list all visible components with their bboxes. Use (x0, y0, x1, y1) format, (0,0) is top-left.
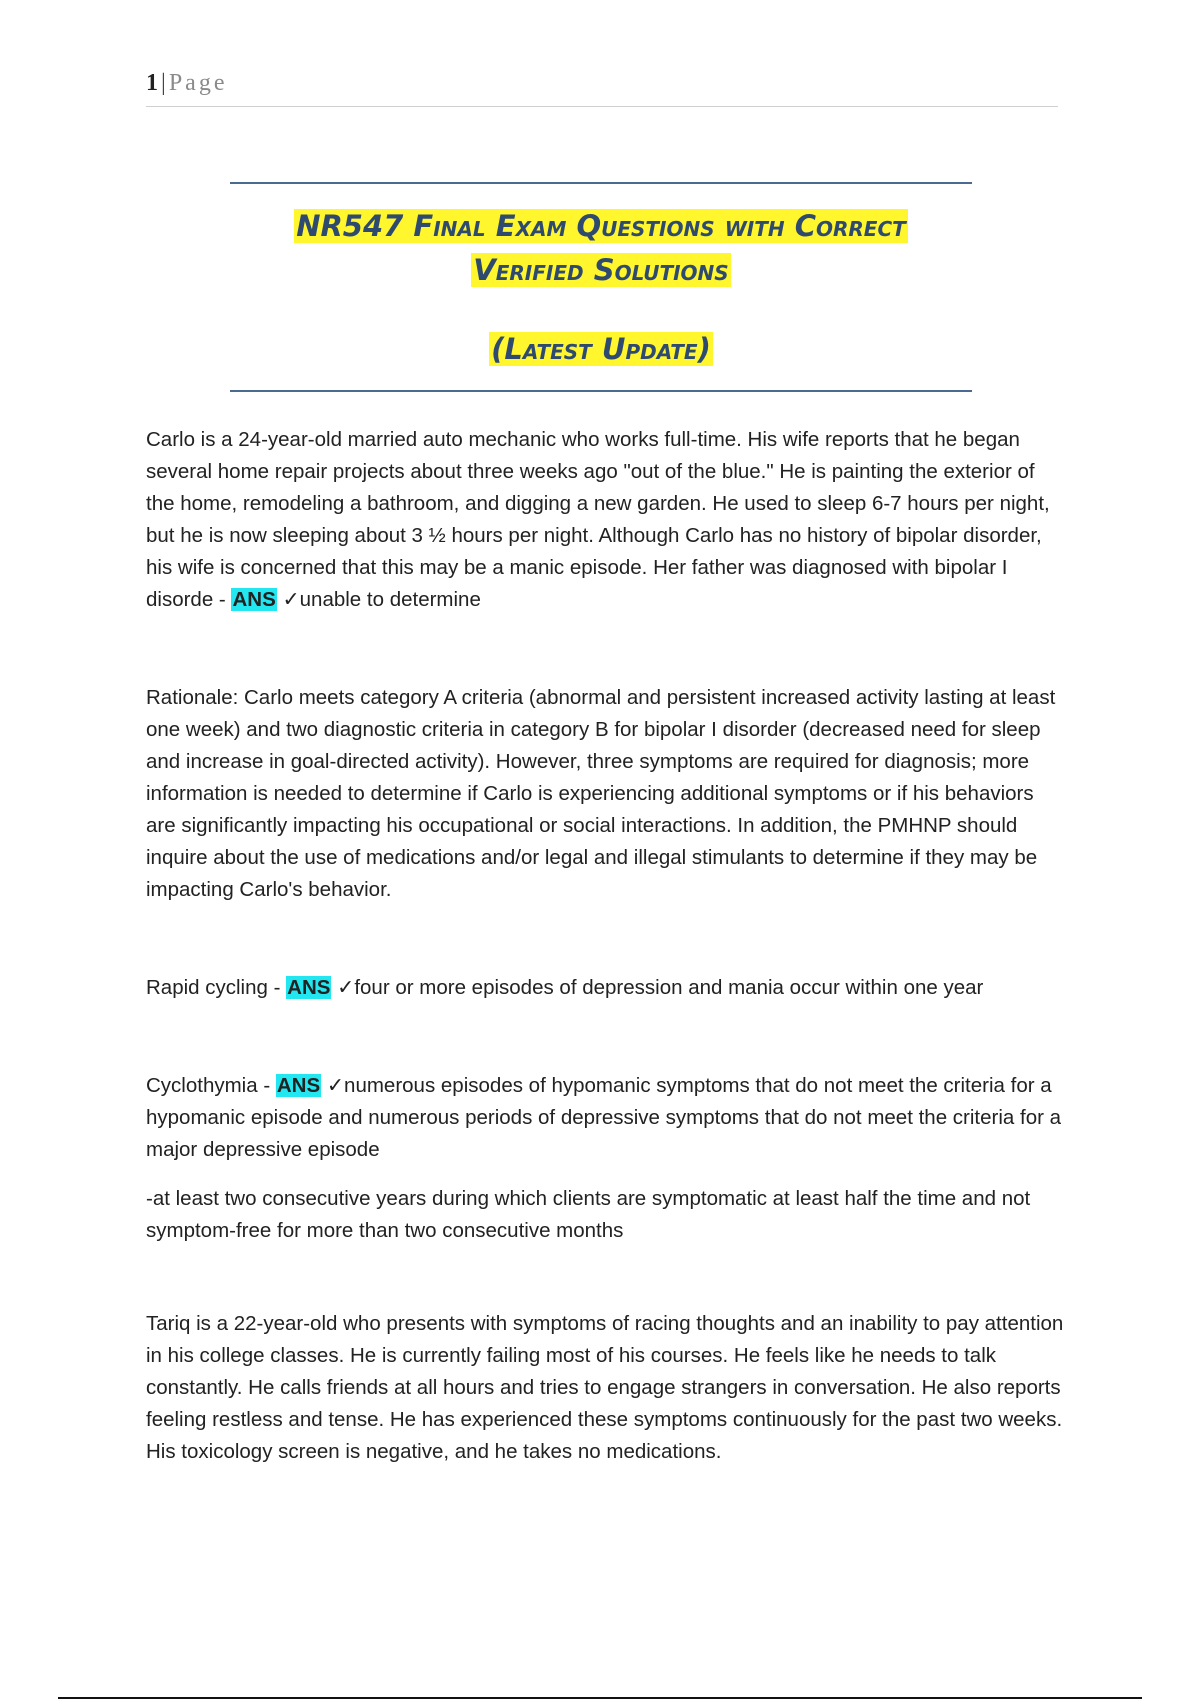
ans-badge: ANS (276, 1074, 321, 1097)
title-line-2-text: Verified Solutions (473, 253, 729, 287)
page-number: 1 (146, 70, 158, 96)
question-text: Tariq is a 22-year-old who presents with symptoms of racing thoughts and an inability to pay attention in his college classes. He is currently failing most of his courses. He feels like he needs to talk constantly. He calls friends at all hours and tries to engage strangers in conversation. He also reports feeling restless and tense. He has experienced these symptoms continuously for the past two weeks. His toxicology screen is negative, and he takes no medications. (146, 1312, 1064, 1463)
title-line-3 (230, 327, 972, 371)
entry-rapid-cycling (146, 972, 1066, 1004)
entry-rationale (146, 682, 1066, 906)
entry-carlo (146, 424, 1066, 616)
ans-badge: ANS (287, 976, 331, 999)
question-text: Carlo is a 24-year-old married auto mechanic who works full-time. His wife reports that he began several home repair projects about three weeks ago "out of the blue." He is painting the exterior of the home, remodeling a bathroom, and digging a new garden. He used to sleep 6-7 hours per night, but he is now sleeping about 3 ½ hours per night. Although Carlo has no history of bipolar disorder, his wife is concerned that this may be a manic episode. Her father was diagnosed with bipolar I disorde - (146, 428, 1050, 611)
title-line-3-text: (Latest Update) (491, 332, 711, 366)
extra-text: -at least two consecutive years during which clients are symptomatic at least half the time and not symptom-free for more than two consecutive months (146, 1187, 1031, 1242)
question-text: Rapid cycling - (146, 976, 281, 999)
page-label: Page (168, 70, 228, 96)
title-line-2 (230, 248, 972, 292)
title-line-1 (230, 204, 972, 248)
document-body (146, 424, 1066, 1468)
bottom-rule (58, 1697, 1142, 1699)
page-header (146, 70, 1058, 107)
ans-badge: ANS (232, 588, 276, 611)
rationale-text: Rationale: Carlo meets category A criteria (abnormal and persistent increased activity lasting at least one week) and two diagnostic criteria in category B for bipolar I disorder (decreased need for sleep and increase in goal-directed activity). However, three symptoms are required for diagnosis; more information is needed to determine if Carlo is experiencing additional symptoms or if his behaviors are significantly impacting his occupational or social interactions. In addition, the PMHNP should inquire about the use of medications and/or legal and illegal stimulants to determine if they may be impacting Carlo's behavior. (146, 686, 1056, 901)
answer-text: ✓numerous episodes of hypomanic symptoms that do not meet the criteria for a hypomanic episode and numerous periods of depressive symptoms that do not meet the criteria for a major depressive episode (146, 1074, 1062, 1161)
answer-text: ✓unable to determine (282, 588, 481, 611)
answer-text: ✓four or more episodes of depression and mania occur within one year (337, 976, 984, 999)
entry-cyclothymia (146, 1070, 1066, 1166)
question-text: Cyclothymia - (146, 1074, 271, 1097)
entry-tariq (146, 1308, 1066, 1468)
title-line-1-text: NR547 Final Exam Questions with Correct (296, 209, 906, 243)
entry-cyclothymia-extra (146, 1183, 1066, 1247)
document-title-block (230, 182, 972, 392)
page-separator: | (161, 70, 166, 96)
